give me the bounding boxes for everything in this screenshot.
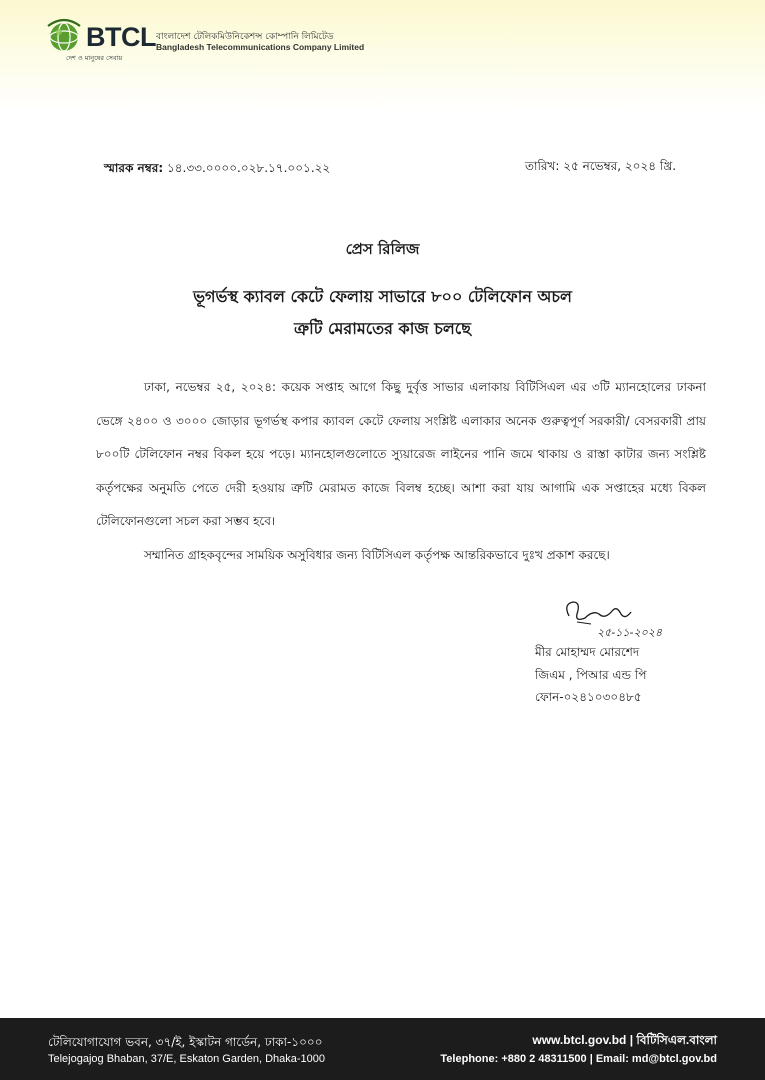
headline-line-2: ত্রুটি মেরামতের কাজ চলছে (294, 319, 471, 338)
footer-bar (0, 1018, 765, 1080)
btcl-logo (44, 16, 374, 62)
headline-line-1: ভূগর্ভস্থ ক্যাবল কেটে ফেলায় সাভারে ৮০০ টেলিফোন অচল (193, 287, 572, 306)
signatory-phone: ফোন-০২৪১০৩০৪৮৫ (535, 690, 642, 704)
footer-address-bn: টেলিযোগাযোগ ভবন, ৩৭/ই, ইস্কাটন গার্ডেন, ঢাকা-১০০০ (48, 1035, 323, 1049)
body-paragraph-2: সম্মানিত গ্রাহকবৃন্দের সাময়িক অসুবিধার জন্য বিটিসিএল কর্তৃপক্ষ আন্তরিকভাবে দুঃখ প্রকাশ করছে। (144, 548, 610, 562)
company-name-bn: বাংলাদেশ টেলিকমিউনিকেশন্স কোম্পানি লিমিটেড (156, 32, 334, 42)
press-release-title: প্রেস রিলিজ (345, 240, 420, 258)
logo-tagline: দেশ ও মানুষের সেবায় (66, 54, 123, 62)
footer-address-en: Telejogajog Bhaban, 37/E, Eskaton Garden, Dhaka-1000 (48, 1053, 326, 1065)
memo-value: ১৪.৩৩.০০০০.০২৮.১৭.০০১.২২ (163, 161, 331, 175)
memo-number (104, 160, 330, 180)
logo-wordmark: BTCL (86, 22, 156, 52)
company-name-en: Bangladesh Telecommunications Company Limited (156, 42, 365, 52)
body-paragraph-1: ঢাকা, নভেম্বর ২৫, ২০২৪: কয়েক সপ্তাহ আগে কিছু দুর্বৃত্ত সাভার এলাকায় বিটিসিএল এর ৩টি ম্যানহোলের ঢাকনা ভেঙ্গে ২৪০০ ও ৩০০০ জোড়ার ভূগর্ভস্থ কপার ক্যাবল কেটে ফেলায় সংশ্লিষ্ট এলাকার অনেক গুরুত্বপূর্ণ সরকারী/ বেসরকারী প্রায় ৮০০টি টেলিফোন নম্বর বিকল হয়ে পড়ে। ম্যানহোলগুলোতে স্যুয়ারেজ লাইনের পানি জমে থাকায় ও রাস্তা কাটার জন্য সংশ্লিষ্ট কর্তৃপক্ষের অনুমতি পেতে দেরী হওয়ায় ত্রুটি মেরামত কাজে বিলম্ব হচ্ছে। আশা করা যায় আগামি এক সপ্তাহের মধ্যে বিকল টেলিফোনগুলো সচল করা সম্ভব হবে। (96, 380, 706, 528)
signatory-name: মীর মোহাম্মদ মোরশেদ (535, 645, 640, 659)
footer-contact[interactable]: Telephone: +880 2 48311500 | Email: md@btcl.gov.bd (440, 1053, 717, 1065)
memo-label: স্মারক নম্বর: (104, 161, 164, 175)
handwritten-signature (555, 592, 715, 640)
signature-date: ২৫-১১-২০২৪ (597, 626, 663, 639)
release-date: তারিখ: ২৫ নভেম্বর, ২০২৪ খ্রি. (525, 159, 677, 173)
globe-icon (44, 16, 84, 56)
signatory-title: জিএম , পিআর এন্ড পি (535, 668, 647, 682)
footer-website[interactable]: www.btcl.gov.bd | বিটিসিএল.বাংলা (532, 1033, 717, 1047)
